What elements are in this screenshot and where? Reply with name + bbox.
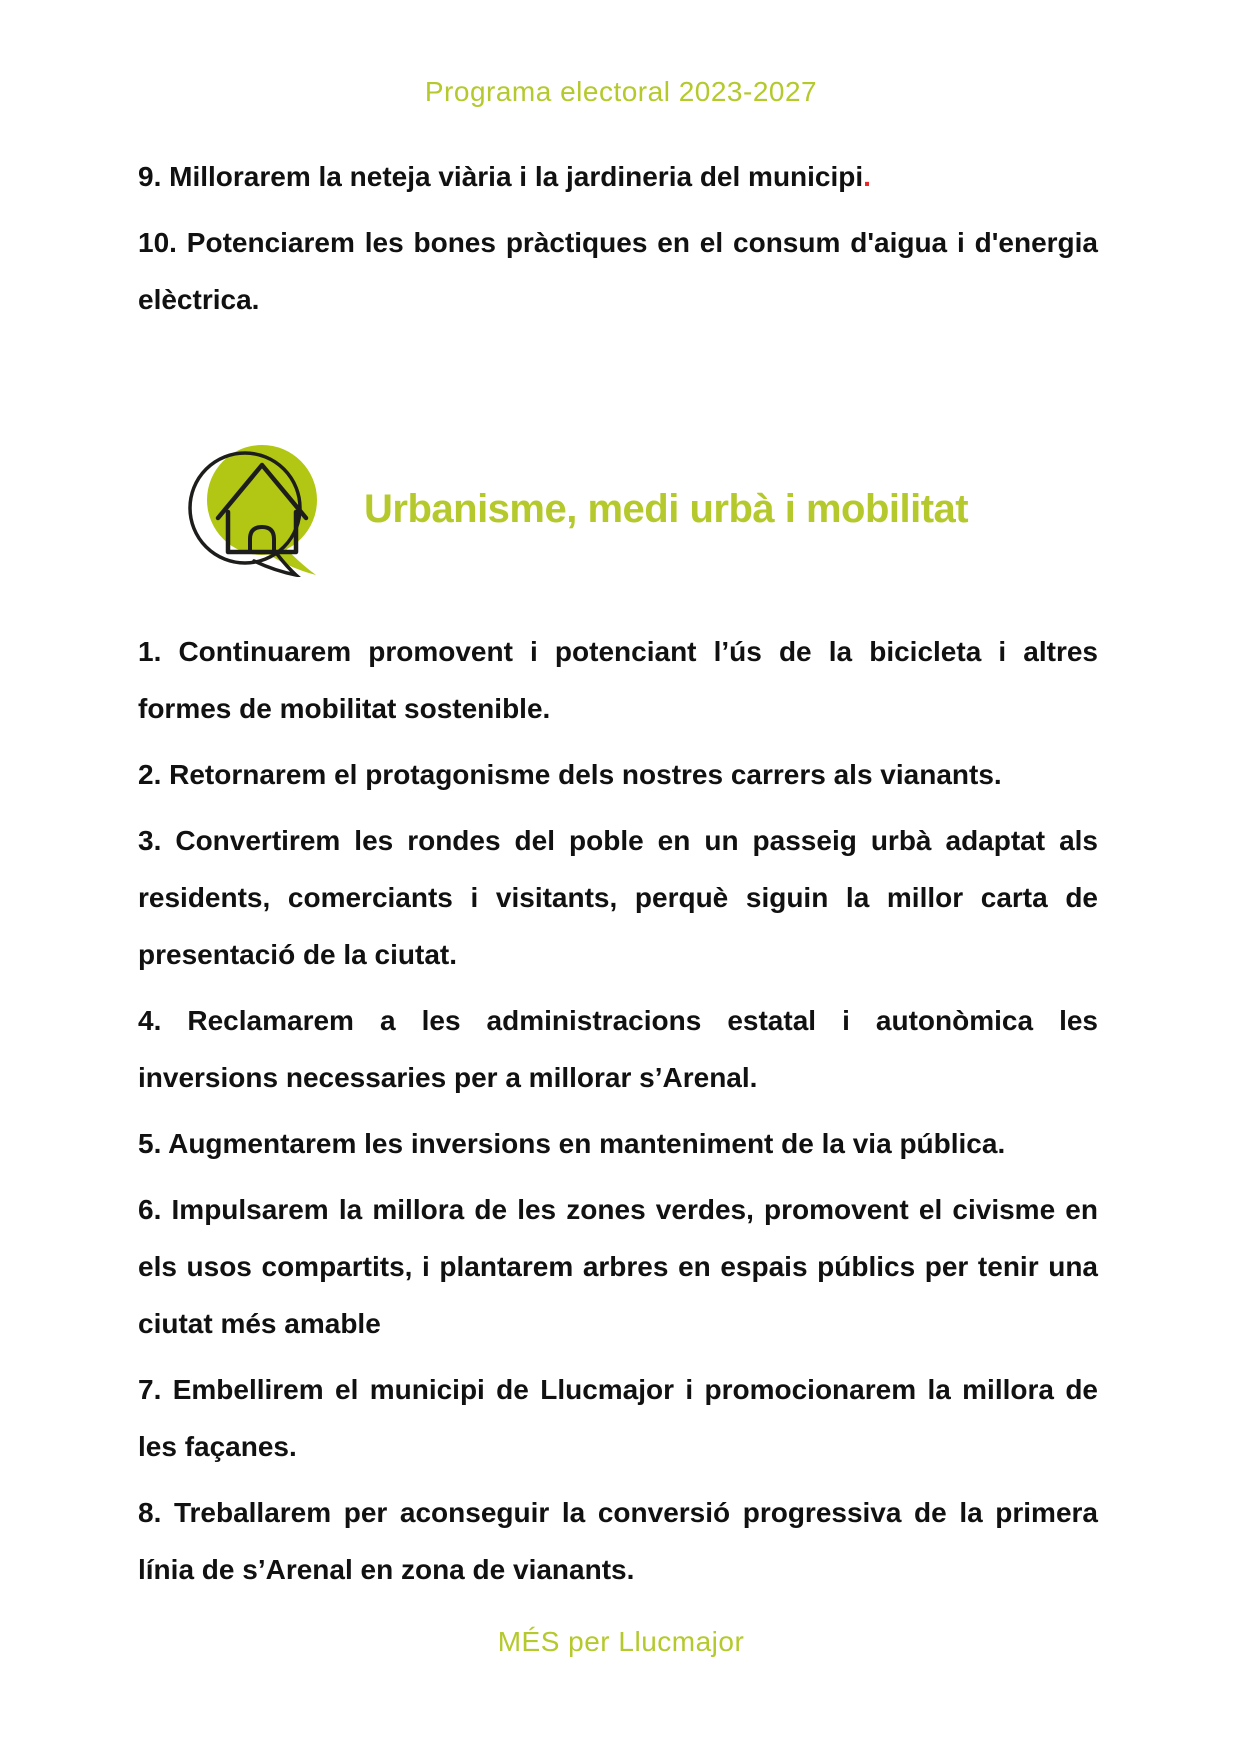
section-title: Urbanisme, medi urbà i mobilitat (364, 486, 969, 531)
house-in-speech-bubble-icon (178, 440, 330, 577)
paragraph-item-10: 10. Potenciarem les bones pràctiques en el consum d'aigua i d'energia elèctrica. (138, 227, 1098, 315)
paragraph-item-6: 6. Impulsarem la millora de les zones verdes, promovent el civisme en els usos compartits, i plantarem arbres en espais públics per tenir una ciutat més amable (138, 1194, 1098, 1339)
paragraph-item-8: 8. Treballarem per aconseguir la conversió progressiva de la primera línia de s’Arenal en zona de vianants. (138, 1497, 1098, 1585)
paragraph-item-3: 3. Convertirem les rondes del poble en un passeig urbà adaptat als residents, comerciants i visitants, perquè siguin la millor carta de presentació de la ciutat. (138, 825, 1098, 970)
section-paragraphs (138, 623, 1098, 1598)
page-footer-title: MÉS per Llucmajor (497, 1626, 745, 1657)
paragraph-item-7: 7. Embellirem el municipi de Llucmajor i promocionarem la millora de les façanes. (138, 1374, 1098, 1462)
page-content (138, 148, 1098, 1598)
paragraph-item-9-text: 9. Millorarem la neteja viària i la jardineria del municipi (138, 161, 864, 192)
paragraph-item-4: 4. Reclamarem a les administracions estatal i autonòmica les inversions necessaries per a millorar s’Arenal. (138, 1005, 1098, 1093)
paragraph-item-1: 1. Continuarem promovent i potenciant l’ús de la bicicleta i altres formes de mobilitat sostenible. (138, 636, 1098, 724)
red-period: . (863, 161, 871, 192)
page-header-title: Programa electoral 2023-2027 (424, 76, 818, 107)
intro-paragraphs (138, 148, 1098, 328)
paragraph-item-9 (138, 148, 1098, 205)
section-header (138, 440, 1098, 577)
paragraph-item-5: 5. Augmentarem les inversions en manteniment de la via pública. (138, 1128, 1006, 1159)
paragraph-item-2: 2. Retornarem el protagonisme dels nostres carrers als vianants. (138, 759, 1002, 790)
